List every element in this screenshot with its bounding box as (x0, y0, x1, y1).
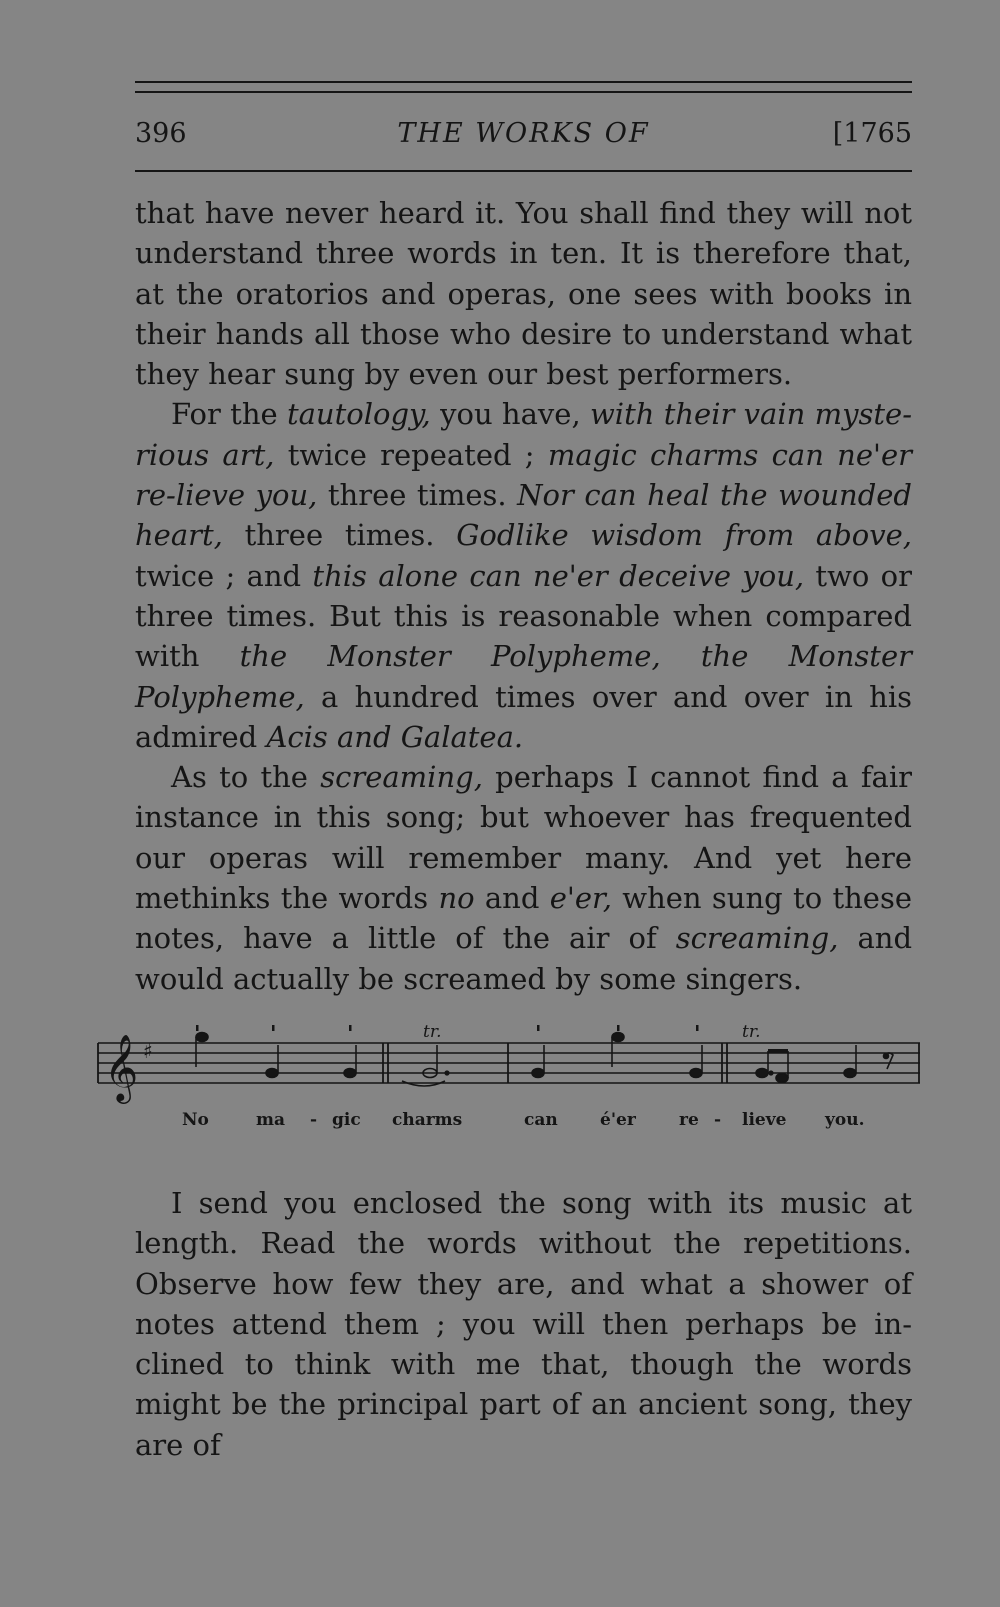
text-run: and (474, 881, 550, 916)
lyric-11: you. (825, 1110, 865, 1130)
note-2 (266, 1069, 278, 1078)
trill-mark-1: tr. (423, 1025, 442, 1042)
italic-phrase: e'er, (549, 881, 612, 916)
italic-phrase: with their vain myste-rious art, (135, 397, 912, 472)
text-run: and would actually be screamed by some singers. (135, 921, 913, 996)
music-excerpt (90, 1025, 950, 1165)
accent-marks (196, 1025, 699, 1031)
text-run: a hundred times over and over in his admired (135, 679, 912, 754)
lyrics (182, 1110, 865, 1130)
italic-phrase: screaming, (320, 760, 483, 795)
staff-lines (98, 1043, 920, 1083)
text-run: two or three times. But this is reasonable when compared with (135, 558, 912, 674)
page-header (135, 110, 912, 160)
lyric-8: re (679, 1110, 699, 1130)
lyric-1: No (182, 1110, 209, 1130)
lyric-4: gic (332, 1110, 361, 1130)
text-run: that have never heard it. You shall find they will not understand three words in ten. It is therefore that, at the oratorios and operas, one sees with books in their hands all those who desire to understand what they hear sung by even our best performers. (135, 196, 912, 392)
lyric-5: charms (392, 1110, 463, 1130)
top-double-rule-lower (135, 91, 912, 93)
text-run: twice ; and (135, 558, 313, 593)
text-run: For the (171, 397, 287, 432)
text-run: I send you enclosed the song with its music at length. Read the words without the repetitions. Observe how few they are, and what a shower of notes attend them ; you will then perhaps be in-clined to think with me that, though the words might be the principal part of an ancient song, they are of (135, 1186, 912, 1462)
body-text-after-music (135, 1183, 912, 1465)
trill-mark-2: tr. (742, 1025, 761, 1042)
note-1 (196, 1033, 208, 1042)
italic-phrase: screaming, (675, 921, 839, 956)
running-title: THE WORKS OF (397, 118, 650, 149)
note-9 (776, 1074, 788, 1083)
lyric-3: - (310, 1110, 318, 1130)
text-run: three times. (317, 478, 518, 513)
text-run: twice repeated ; (274, 437, 548, 472)
italic-phrase: Acis and Galatea. (266, 719, 524, 754)
italic-phrase: the Monster Polypheme, the Monster Polypheme, (135, 639, 912, 714)
note-3 (344, 1069, 356, 1078)
text-run: when sung to these notes, have a little of the air of (135, 881, 913, 956)
italic-phrase: Godlike wisdom from above, (456, 518, 912, 553)
page-number: 396 (135, 118, 187, 149)
text-run: As to the (171, 760, 321, 795)
paragraph (135, 193, 912, 394)
italic-phrase: no (438, 881, 475, 916)
lyric-6: can (524, 1110, 558, 1130)
header-rule (135, 170, 912, 172)
note-5 (532, 1069, 544, 1078)
note-6 (612, 1033, 624, 1042)
note-10 (844, 1069, 856, 1078)
year-mark: [1765 (832, 118, 912, 149)
paragraph (135, 757, 912, 999)
lyric-2: ma (256, 1110, 286, 1130)
body-text-before-music (135, 193, 912, 999)
lyric-10: lieve (742, 1110, 787, 1130)
notes (196, 1033, 893, 1087)
top-double-rule-upper (135, 81, 912, 83)
italic-phrase: magic charms can ne'er re-lieve you, (135, 437, 912, 513)
text-run: three times. (222, 518, 457, 553)
italic-phrase: this alone can ne'er deceive you, (312, 558, 805, 593)
lyric-9: - (714, 1110, 722, 1130)
text-run: you have, (430, 397, 590, 432)
lyric-7: é'er (600, 1110, 636, 1130)
note-7 (690, 1069, 702, 1078)
paragraph (135, 1183, 912, 1465)
note-8-dotted (756, 1069, 768, 1078)
paragraph (135, 394, 912, 757)
treble-clef-icon: 𝄞 (104, 1033, 139, 1101)
text-run: perhaps I cannot find a fair instance in this song; but whoever has frequented our operas will remember many. And yet here methinks the words (135, 760, 912, 916)
italic-phrase: tautology, (286, 397, 431, 432)
sharp-icon: ♯ (143, 1039, 153, 1063)
italic-phrase: Nor can heal the wounded heart, (135, 478, 912, 553)
